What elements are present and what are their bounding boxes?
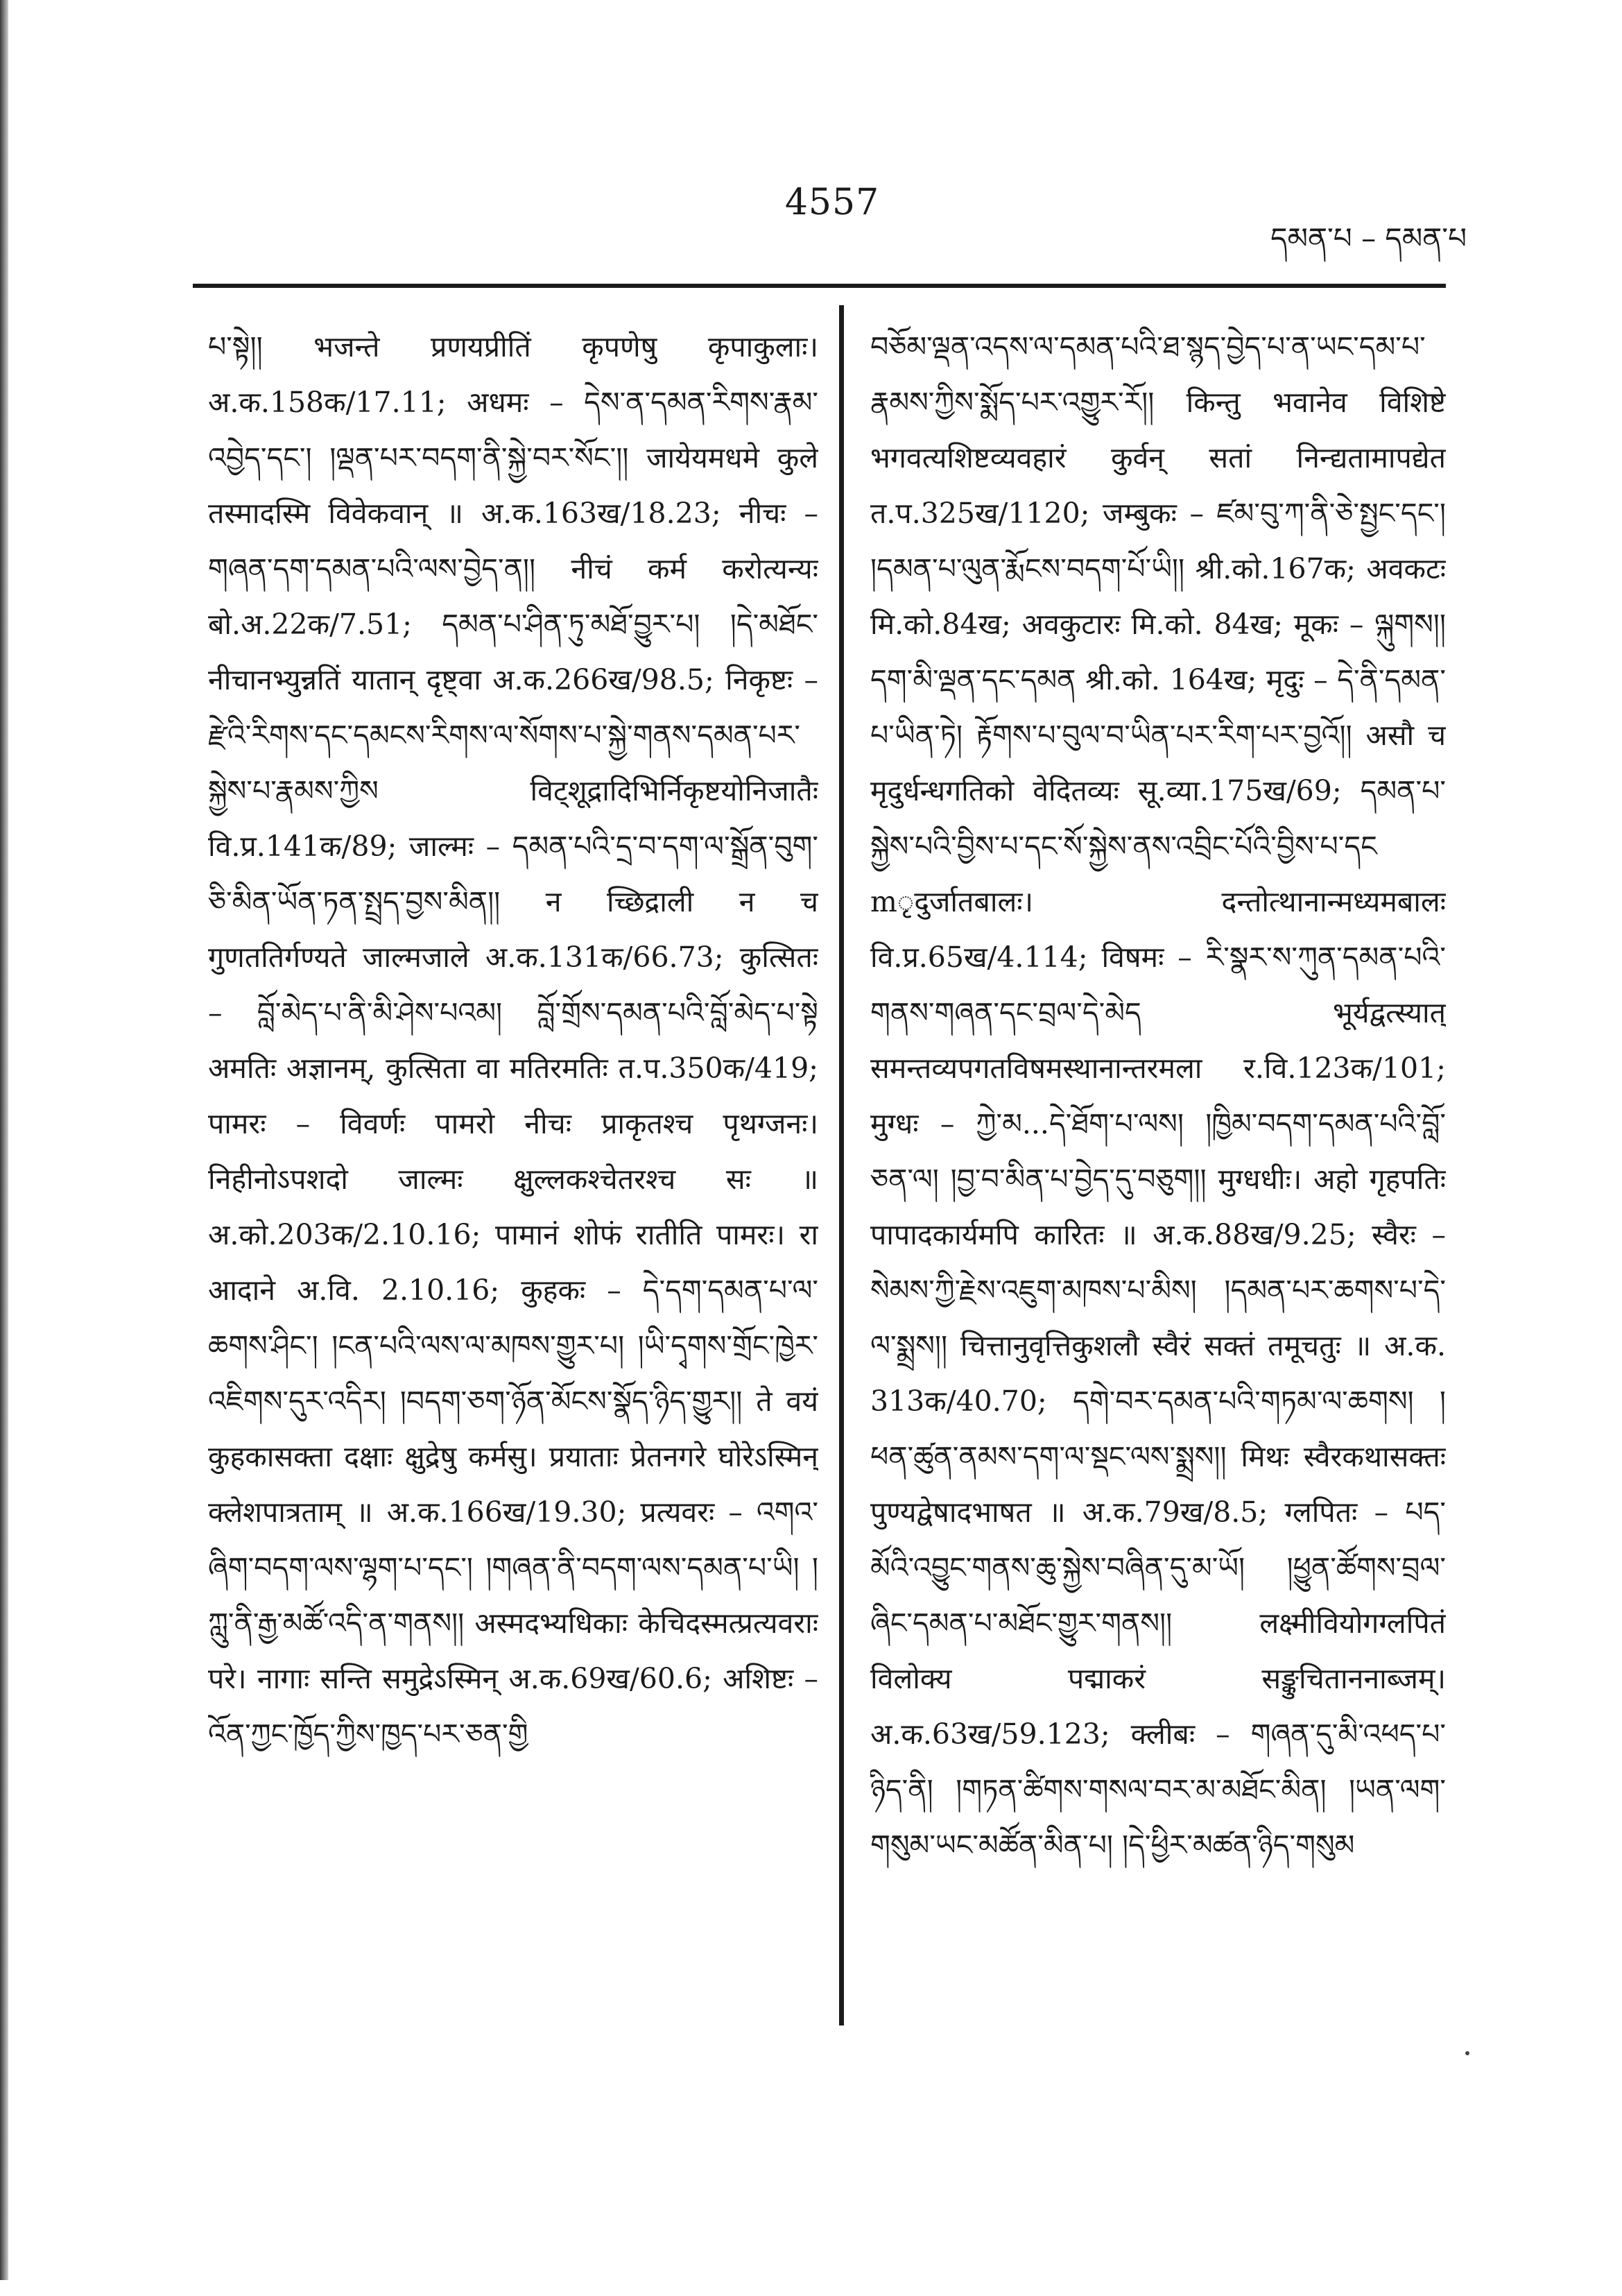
left-column-text: པ་སྟེ།། भजन्ते प्रणयप्रीतिं कृपणेषु कृपाकुलाः। अ.क.158क/17.11; अधमः – དེས་ན་དམན་རིགས་རྣམ་འབྱེད་དང་། །ལྡན་པར་བདག་ནི་སྐྱེ་བར་སོང་།། जायेयमधमे कुले तस्मादस्मि विवेकवान् ॥ अ.क.163ख/18.23; नीचः – གཞན་དག་དམན་པའི་ལས་བྱེད་ན།། नीचं कर्म करोत्यन्यः बो.अ.22क/7.51; དམན་པ་ཤིན་ཏུ་མཐོ་བྱུར་པ། །དེ་མཐོང་ नीचानभ्युन्नतिं यातान् दृष्ट्वा अ.क.266ख/98.5; निकृष्टः – རྫེའི་རིགས་དང་དམངས་རིགས་ལ་སོགས་པ་སྐྱེ་གནས་དམན་པར་སྐྱེས་པ་རྣམས་ཀྱིས विट्शूद्रादिभिर्निकृष्टयोनिजातैः वि.प्र.141क/89; जाल्मः – དམན་པའི་དྲ་བ་དག་ལ་སྒྲོན་བུག་ཅི་མིན་ཡོན་ཏན་སྤྲད་བྱས་མིན།། न च्छिद्राली न च गुणततिर्गण्यते जाल्मजाले अ.क.131क/66.73; कुत्सितः – བློ་མེད་པ་ནི་མི་ཤེས་པའམ། བློ་གྲོས་དམན་པའི་བློ་མེད་པ་སྟེ अमतिः अज्ञानम्, कुत्सिता वा मतिरमतिः त.प.350क/419; पामरः – विवर्णः पामरो नीचः प्राकृतश्च पृथग्जनः। निहीनोऽपशदो जाल्मः क्षुल्लकश्चेतरश्च सः ॥ अ.को.203क/2.10.16; पामानं शोफं रातीति पामरः। रा आदाने अ.वि. 2.10.16; कुहकः – དེ་དག་དམན་པ་ལ་ཆགས་ཤིང་། །ངན་པའི་ལས་ལ་མཁས་གྱུར་པ། །ཡི་དྭགས་གྲོང་ཁྱེར་འཇིགས་དུར་འདིར། །བདག་ཅག་ཉོན་མོངས་སྣོད་ཉིད་གྱུར།། ते वयं कुहकासक्ता दक्षाः क्षुद्रेषु कर्मसु। प्रयाताः प्रेतनगरे घोरेऽस्मिन् क्लेशपात्रताम् ॥ अ.क.166ख/19.30; प्रत्यवरः – འགའ་ཞིག་བདག་ལས་ལྷག་པ་དང་། །གཞན་ནི་བདག་ལས་དམན་པ་ཡི། །ཀླུ་ནི་རྒྱ་མཚོ་འདི་ན་གནས།། अस्मदभ्यधिकाः केचिदस्मत्प्रत्यवराः परे। नागाः सन्ति समुद्रेऽस्मिन् अ.क.69ख/60.6; अशिष्टः – འོན་ཀྱང་ཁྱོད་ཀྱིས་ཁྱད་པར་ཅན་གྱི [208,330,818,1751]
print-speck [1465,2051,1469,2055]
right-column-text: བཅོམ་ལྡན་འདས་ལ་དམན་པའི་ཐ་སྙད་བྱེད་པ་ན་ཡང་དམ་པ་རྣམས་ཀྱིས་སྨོད་པར་འགྱུར་རོ།། किन्तु भवानेव विशिष्टे भगवत्यशिष्टव्यवहारं कुर्वन् सतां निन्द्यतामापद्येत त.प.325ख/1120; जम्बुकः – ཛམ་བུ་ཀ་ནི་ཅེ་སྤྱང་དང་། །དམན་པ་ལུན་རྨོངས་བདག་པོ་ཡི།། श्री.को.167क; अवकटः मि.को.84ख; अवकुटारः मि.को. 84ख; मूकः – ལྐུགས།། དག་མི་ལྡན་དང་དམན श्री.को. 164ख; मृदुः – དེ་ནི་དམན་པ་ཡིན་ཏེ། རྟོགས་པ་བུལ་བ་ཡིན་པར་རིག་པར་བྱའོ།། असौ च मृदुर्धन्धगतिको वेदितव्यः सू.व्या.175ख/69; དམན་པ་སྐྱེས་པའི་བྱིས་པ་དང་སོ་སྐྱེས་ནས་འབྲིང་པོའི་བྱིས་པ་དང mृदुर्जातबालः। दन्तोत्थानान्मध्यमबालः वि.प्र.65ख/4.114; विषमः – རི་སྣར་ས་ཀུན་དམན་པའི་གནས་གཞན་དང་བྲལ་དེ་མེད भूर्यद्वत्स्यात् समन्तव्यपगतविषमस्थानान्तरमला र.वि.123क/101; मुग्धः – ཀྱེ་མ...དེ་ཐོག་པ་ལས། །ཁྱིམ་བདག་དམན་པའི་བློ་ཅན་ལ། །བྱ་བ་མིན་པ་བྱེད་དུ་བཅུག།། मुग्धधीः। अहो गृहपतिः पापादकार्यमपि कारितः ॥ अ.क.88ख/9.25; स्वैरः – སེམས་ཀྱི་རྗེས་འཇུག་མཁས་པ་མིས། །དམན་པར་ཆགས་པ་དེ་ལ་སྨྲས།། चित्तानुवृत्तिकुशलौ स्वैरं सक्तं तमूचतुः ॥ अ.क. 313क/40.70; དགེ་བར་དམན་པའི་གཏམ་ལ་ཆགས། །ཕན་ཚུན་ནམས་དག་ལ་སྡང་ལས་སྨྲས།། मिथः स्वैरकथासक्तः पुण्यद्वेषादभाषत ॥ अ.क.79ख/8.5; ग्लपितः – པད་མོའི་འབྱུང་གནས་ཆུ་སྐྱེས་བཞིན་དུ་མ་ཡོ། །ཕྱུན་ཚོགས་བྲལ་ཞིང་དམན་པ་མཐོང་གྱུར་གནས།། लक्ष्मीवियोगग्लपितं विलोक्य पद्माकरं सङ्कुचिताननाब्जम्। अ.क.63ख/59.123; क्लीबः – གཞན་དུ་མི་འཕད་པ་ཉིད་ནི། །གཏན་ཚིགས་གསལ་བར་མ་མཐོང་མིན། །ཡན་ལག་གསུམ་ཡང་མཚོན་མིན་པ། །དེ་ཕྱིར་མཚན་ཉིད་གསུམ [870,330,1446,1862]
running-head: དམན་པ – དམན་པ [1270,221,1467,255]
right-column [870,319,1446,2296]
column-divider [839,305,844,2025]
left-column [208,319,818,2296]
header-rule [193,284,1446,288]
binding-edge [0,0,8,2280]
page-number: 4557 [784,182,880,223]
